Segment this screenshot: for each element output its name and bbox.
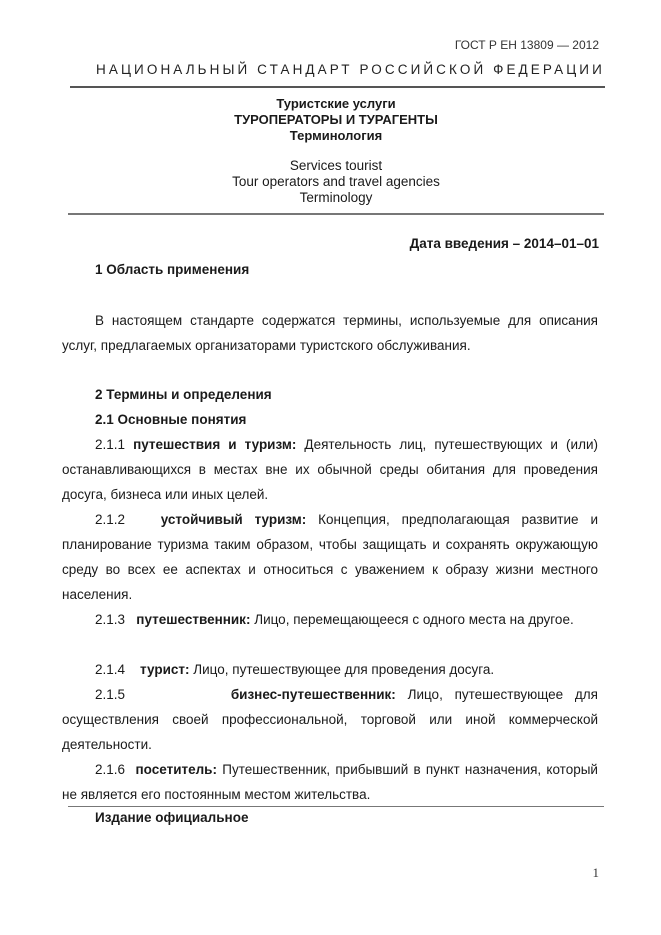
title-en-line1: Services tourist [289,158,383,173]
term-2-1-5: 2.1.5 бизнес-путешественник: Лицо, путешествующее для осуществления своей профессиональной, торговой или иной коммерческой деятельности. [62,687,598,752]
term-label: турист: [140,662,190,677]
title-ru-line3: Терминология [289,128,383,143]
title-block [68,96,604,206]
official-edition-label: Издание официальное [95,810,249,825]
section-2-heading: 2 Термины и определения [95,387,272,402]
term-label: путешествия и туризм: [133,437,297,452]
title-en-line3: Terminology [299,190,373,205]
page-number: 1 [592,865,599,880]
section-1-heading: 1 Область применения [95,262,250,277]
term-label: посетитель: [135,762,217,777]
term-2-1-6: 2.1.6 посетитель: Путешественник, прибывший в пункт назначения, который не является его постоянным местом жительства. [62,762,598,802]
title-en-line2: Tour operators and travel agencies [232,174,440,189]
term-2-1-2: 2.1.2 устойчивый туризм: Концепция, предполагающая развитие и планирование туризма таким образом, чтобы защищать и сохранять окружающую среду во всех ее аспектах и относиться с уважением к образу жизни местного населения. [62,512,598,602]
term-2-1-1: 2.1.1 путешествия и туризм: Деятельность лиц, путешествующих и (или) останавливающихся в местах вне их обычной среды обитания для проведения досуга, бизнеса или иных целей. [62,437,598,502]
organization-title: НАЦИОНАЛЬНЫЙ СТАНДАРТ РОССИЙСКОЙ ФЕДЕРАЦИИ [96,62,605,77]
term-2-1-3: 2.1.3 путешественник: Лицо, перемещающееся с одного места на другое. [95,612,574,627]
title-divider [68,213,604,215]
section-1-text: В настоящем стандарте содержатся термины, используемые для описания услуг, предлагаемых организаторами туристского обслуживания. [62,313,598,353]
term-label: устойчивый туризм: [160,512,307,527]
header-divider [70,86,605,88]
term-label: путешественник: [136,612,251,627]
section-2-1-subheading: 2.1 Основные понятия [95,412,247,427]
introduction-date: Дата введения – 2014–01–01 [409,236,599,251]
term-2-1-4: 2.1.4 турист: Лицо, путешествующее для проведения досуга. [95,662,495,677]
term-label: бизнес-путешественник: [230,687,396,702]
title-ru-line2: ТУРОПЕРАТОРЫ И ТУРАГЕНТЫ [234,112,438,127]
footer-divider [68,806,604,807]
title-ru-line1: Туристские услуги [276,96,396,111]
document-code: ГОСТ Р ЕН 13809 — 2012 [454,38,599,52]
